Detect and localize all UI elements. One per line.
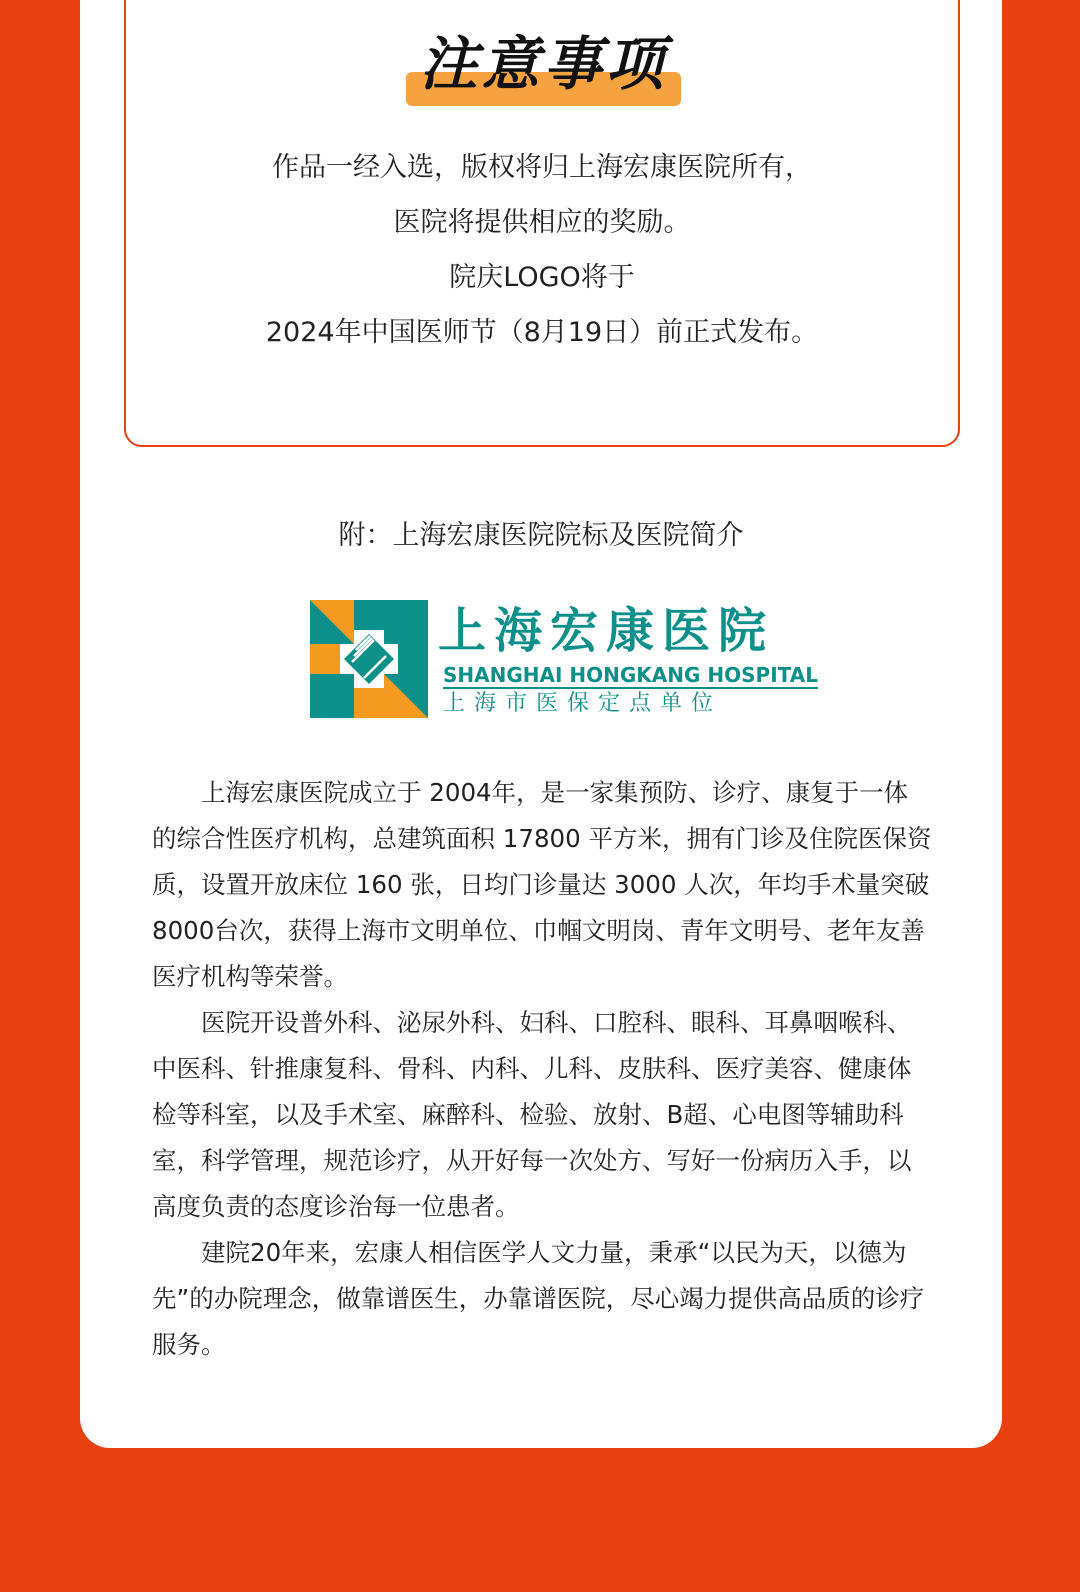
appendix-title: 附：上海宏康医院院标及医院简介 bbox=[338, 520, 744, 551]
notice-text bbox=[124, 140, 960, 360]
hospital-logo-icon bbox=[310, 600, 428, 718]
notice-line: 院庆LOGO将于 bbox=[449, 262, 635, 293]
notice-title-text: 注意事项 bbox=[419, 30, 668, 98]
logo-name-en: SHANGHAI HONGKANG HOSPITAL bbox=[443, 663, 818, 687]
logo-name-cn: 上海宏康医院 bbox=[438, 603, 775, 659]
notice-line: 医院将提供相应的奖励。 bbox=[393, 207, 691, 238]
intro-paragraph: 建院20年来，宏康人相信医学人文力量，秉承“以民为天，以德为先”的办院理念，做靠谱医生，办靠谱医院，尽心竭力提供高品质的诊疗服务。 bbox=[152, 1238, 925, 1359]
logo-subtitle: 上海市医保定点单位 bbox=[443, 691, 723, 716]
notice-line: 作品一经入选，版权将归上海宏康医院所有， bbox=[272, 152, 812, 183]
intro-paragraph: 医院开设普外科、泌尿外科、妇科、口腔科、眼科、耳鼻咽喉科、中医科、针推康复科、骨科、内科、儿科、皮肤科、医疗美容、健康体检等科室，以及手术室、麻醉科、检验、放射、B超、心电图等辅助科室，科学管理，规范诊疗，从开好每一次处方、写好一份病历入手，以高度负责的态度诊治每一位患者。 bbox=[152, 1008, 912, 1221]
hospital-logo bbox=[310, 600, 818, 720]
notice-title bbox=[406, 22, 681, 106]
intro-paragraph: 上海宏康医院成立于 2004年，是一家集预防、诊疗、康复于一体的综合性医疗机构，总建筑面积 17800 平方米，拥有门诊及住院医保资质，设置开放床位 160 张，日均门诊量达 3000 人次，年均手术量突破 8000台次，获得上海市文明单位、巾帼文明岗、青年文明号、老年友善医疗机构等荣誉。 bbox=[152, 778, 932, 991]
notice-line: 2024年中国医师节（8月19日）前正式发布。 bbox=[265, 317, 819, 348]
hospital-introduction bbox=[152, 770, 932, 1368]
